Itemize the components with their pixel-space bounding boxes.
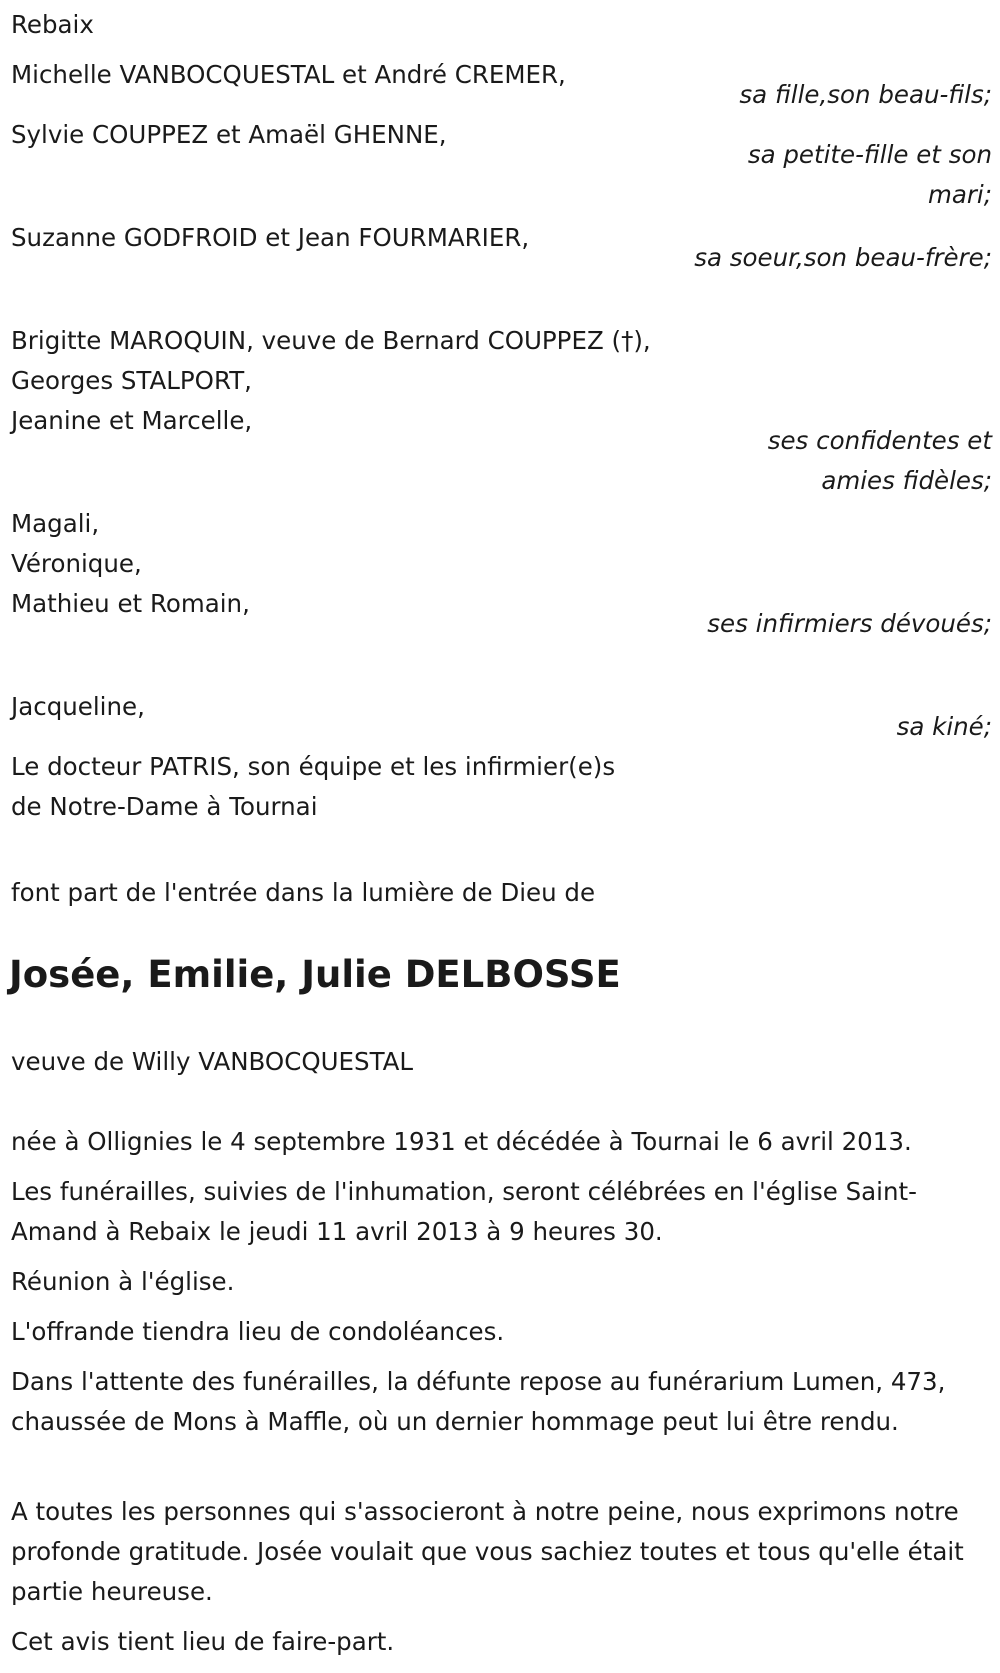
family-role: sa fille,son beau-fils; (739, 80, 992, 109)
detail-paragraph: née à Ollignies le 4 septembre 1931 et décédée à Tournai le 6 avril 2013. (11, 1127, 912, 1156)
deceased-name: Josée, Emilie, Julie DELBOSSE (9, 953, 621, 996)
detail-paragraph: A toutes les personnes qui s'associeront à notre peine, nous exprimons notre profonde gratitude. Josée voulait que vous sachiez toutes et tous qu'elle était partie heureuse. (11, 1497, 964, 1606)
family-name-line: Mathieu et Romain, (11, 589, 250, 618)
family-name-line: Sylvie COUPPEZ et Amaël GHENNE, (11, 120, 447, 149)
family-name-line: Le docteur PATRIS, son équipe et les infirmier(e)s (11, 752, 616, 781)
family-name-line: Michelle VANBOCQUESTAL et André CREMER, (11, 60, 566, 89)
detail-paragraph: Réunion à l'église. (11, 1267, 235, 1296)
family-name-line: de Notre-Dame à Tournai (11, 792, 318, 821)
family-name-line: Georges STALPORT, (11, 366, 252, 395)
announcement-text: font part de l'entrée dans la lumière de Dieu de (11, 878, 596, 907)
family-name-line: Brigitte MAROQUIN, veuve de Bernard COUPPEZ (†), (11, 326, 651, 355)
family-role: ses confidentes et amies fidèles; (767, 426, 992, 495)
family-role: ses infirmiers dévoués; (707, 609, 992, 638)
widow-of-text: veuve de Willy VANBOCQUESTAL (11, 1047, 414, 1076)
family-role: sa petite-fille et son mari; (747, 140, 992, 209)
detail-paragraph: L'offrande tiendra lieu de condoléances. (11, 1317, 505, 1346)
family-name-line: Magali, (11, 509, 100, 538)
detail-paragraph: Les funérailles, suivies de l'inhumation, seront célébrées en l'église Saint-Amand à Rebaix le jeudi 11 avril 2013 à 9 heures 30. (11, 1177, 917, 1246)
family-role: sa soeur,son beau-frère; (694, 243, 992, 272)
family-role: sa kiné; (896, 712, 992, 741)
town-heading: Rebaix (11, 10, 94, 39)
family-name-line: Jeanine et Marcelle, (11, 406, 253, 435)
family-name-line: Suzanne GODFROID et Jean FOURMARIER, (11, 223, 530, 252)
family-name-line: Véronique, (11, 549, 142, 578)
family-name-line: Jacqueline, (11, 692, 145, 721)
detail-paragraph: Cet avis tient lieu de faire-part. (11, 1627, 395, 1656)
detail-paragraph: Dans l'attente des funérailles, la défunte repose au funérarium Lumen, 473, chaussée de Mons à Maffle, où un dernier hommage peut lui être rendu. (11, 1367, 946, 1436)
